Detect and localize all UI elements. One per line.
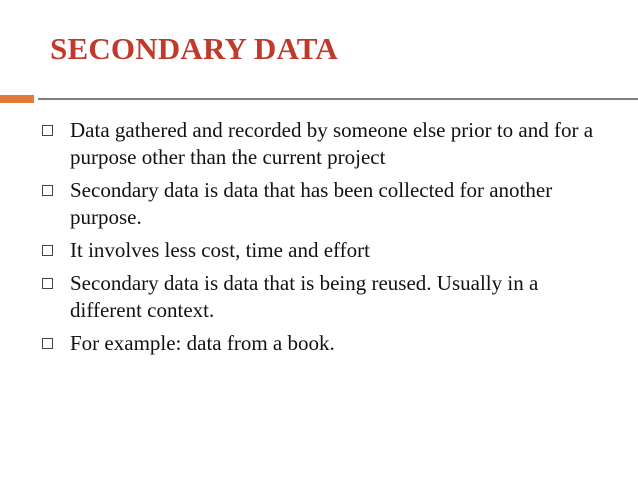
title-divider: [38, 98, 638, 100]
checkbox-square-icon: [42, 125, 53, 136]
bullet-item: [40, 177, 600, 231]
checkbox-square-icon: [42, 278, 53, 289]
bullet-list: [40, 117, 600, 363]
bullet-text: Secondary data is data that is being reused. Usually in a different context.: [70, 271, 539, 322]
title-accent-bar: [0, 95, 34, 103]
bullet-text: For example: data from a book.: [70, 331, 335, 355]
bullet-item: [40, 117, 600, 171]
slide-title: SECONDARY DATA: [50, 31, 338, 66]
bullet-item: [40, 330, 600, 357]
bullet-text: It involves less cost, time and effort: [70, 238, 370, 262]
bullet-item: [40, 270, 600, 324]
bullet-item: [40, 237, 600, 264]
checkbox-square-icon: [42, 245, 53, 256]
bullet-text: Secondary data is data that has been collected for another purpose.: [70, 178, 553, 229]
bullet-text: Data gathered and recorded by someone else prior to and for a purpose other than the current project: [70, 118, 594, 169]
checkbox-square-icon: [42, 185, 53, 196]
checkbox-square-icon: [42, 338, 53, 349]
